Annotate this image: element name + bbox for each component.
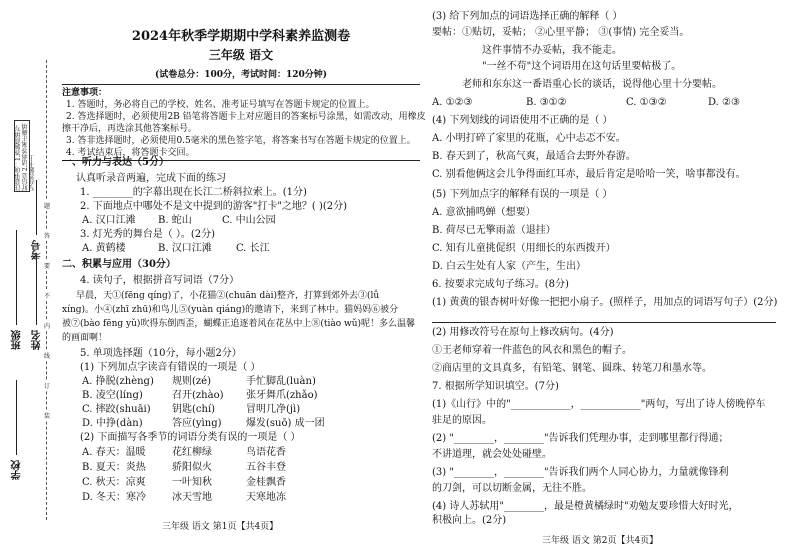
page-2-footer: 三年级 语文 第2页【共4页】 — [542, 536, 659, 546]
question-6-1: (1) 黄黄的银杏树叶好像一把把小扇子。(照样子，用加点的词语写句子）(2分) — [432, 297, 778, 308]
note-line: 1. 答题时，务必将自己的学校、姓名、准考证号填写在答题卡规定的位置上。 — [66, 100, 375, 110]
question-5-2: (2) 下面描写各季节的词语分类有误的一项是（ ） — [80, 432, 301, 443]
q5-3-option-a: A. ①②③ — [432, 97, 473, 108]
question-7-4a: (4) 诗人苏轼用"________，最是橙黄橘绿时"劝勉友要珍惜大好时光， — [432, 501, 739, 512]
page-2 — [432, 0, 784, 552]
note-line: 3. 答非选择题时，必须使用0.5毫米的黑色签字笔，将答案书写在答题卡规定的位置上。 — [66, 136, 416, 146]
question-7-4b: 积极向上。(2分) — [432, 515, 507, 526]
q5-2-c2: 一叶知秋 — [172, 477, 212, 488]
number-line — [36, 180, 37, 235]
seal-char: 内 — [44, 320, 50, 331]
question-6-2: (2) 用修改符号在原句上修改病句。(4分) — [432, 327, 614, 338]
question-3: 3. 灯光秀的舞台是（ ）。(2分) — [80, 229, 216, 240]
q5-2-c1: C. 秋天：凉爽 — [82, 477, 146, 488]
note-line: 擦干净后，再选涂其他答案标号。 — [62, 124, 198, 134]
exam-info: (试卷总分：100分，考试时间：120分钟) — [154, 70, 328, 80]
question-5: 5. 单项选择题（10分，每小题2分） — [80, 348, 242, 359]
seal-char: 订 — [44, 380, 50, 391]
binding-strip — [0, 0, 60, 552]
q5-2-a3: 鸟语花香 — [246, 447, 286, 458]
q5-1-c3: 冒明几净(jì) — [246, 404, 301, 415]
q5-1-c1: C. 摔跤(shuāi) — [82, 404, 151, 415]
name-label: 姓名 — [32, 330, 43, 350]
section-2-heading: 二、积累与应用（30分） — [62, 259, 176, 270]
q6-2-sentence-b: ②商店里的文具真多，有铅笔、钢笔、圆珠、转笔刀和墨水等。 — [432, 363, 712, 374]
question-7: 7. 根据所学知识填空。(7分) — [432, 381, 559, 392]
question-4: 4. 读句子，根据拼音写词语（7分） — [80, 275, 240, 286]
class-label: 班级 — [12, 330, 23, 350]
q5-2-b3: 五谷丰登 — [246, 462, 286, 473]
question-7-3b: 的刀剑，可以切断金属，无往不胜。 — [432, 483, 592, 494]
q3-option-b: B. 汉口江滩 — [158, 243, 212, 254]
q5-1-c2: 钥匙(chí) — [172, 404, 216, 415]
q5-2-d3: 天寒地冻 — [246, 492, 286, 503]
name-line — [36, 260, 37, 325]
q3-option-c: C. 长江 — [236, 243, 270, 254]
note-line: 4. 考试结束后，将答题卡交回。 — [66, 148, 195, 158]
notes-heading: 注意事项： — [62, 88, 108, 98]
q5-3-option-b: B. ③①② — [526, 97, 567, 108]
q4-line: 早晨，天①(fēng qíng)了，小花猫②(chuān dài)整齐，打算到郊外去③(lǚ — [76, 291, 380, 301]
q5-2-b1: B. 夏天：炎热 — [82, 462, 146, 473]
question-5-5: (5) 下列加点字的解释有误的一项是（ ） — [432, 189, 613, 200]
q5-2-d2: 冰天雪地 — [172, 492, 212, 503]
q2-option-c: C. 中山公园 — [222, 215, 276, 226]
q5-1-d2: 答应(yìng) — [172, 418, 222, 429]
q5-4-option-c: C. 别看他俩这会儿争得面红耳赤，最后肯定是哈哈一笑，啥事都没有。 — [432, 169, 746, 180]
q5-1-a1: A. 挣脱(zhèng) — [82, 376, 154, 387]
question-7-3a: (3) "________，________"告诉我们两个人同心协力，力量就像锋利 — [432, 467, 729, 478]
q5-4-option-a: A. 小明打碎了家里的花瓶，心中忐忑不安。 — [432, 133, 626, 144]
notice-box: 注意事项：1.答题前填写好信息 2.请将答案正确填写在答题卡上 — [14, 120, 30, 192]
seal-char: 线 — [44, 350, 50, 361]
question-7-1b: 驻足的原因。 — [432, 415, 492, 426]
q5-5-option-b: B. 荷尽已无擎雨盖（退挂） — [432, 225, 556, 236]
school-label: 学校 — [12, 460, 23, 480]
q5-5-option-c: C. 知有儿童挑促织（用细长的东西拨开） — [432, 243, 616, 254]
q5-2-c3: 金桂飘香 — [246, 477, 286, 488]
question-2: 2. 下面地点中哪处不是文中提到的游客"打卡"之地？( )(2分) — [80, 201, 348, 212]
q3-option-a: A. 黄鹤楼 — [82, 243, 126, 254]
seal-char: 不 — [44, 290, 50, 301]
question-5-1: (1) 下列加点字读音有错误的一项是（ ） — [80, 362, 261, 373]
seal-char: 答 — [44, 230, 50, 241]
q5-2-a2: 花红柳绿 — [172, 447, 212, 458]
q5-2-b2: 骄阳似火 — [172, 462, 212, 473]
q5-3-definitions: 要帖：①贴切，妥帖； ②心里平静； ③(事情) 完全妥当。 — [432, 27, 690, 38]
q5-3-option-c: C. ①③② — [626, 97, 667, 108]
q2-option-b: B. 蛇山 — [158, 215, 192, 226]
q5-1-d1: D. 中挣(dàn) — [82, 418, 143, 429]
q5-1-a3: 手忙脚乱(luàn) — [246, 376, 316, 387]
q5-5-option-a: A. 意欲捕鸣蝉（想要） — [432, 207, 536, 218]
note-line: 2. 答选择题时，必须使用2B 铅笔将答题卡上对应题目的答案标号涂黑，如需改动，用橡皮 — [66, 112, 426, 122]
q5-5-option-d: D. 白云生处有人家（产生，生出） — [432, 261, 587, 272]
header-rule — [62, 84, 420, 85]
q5-1-b2: 召开(zhào) — [172, 390, 224, 401]
question-1: 1. ________的字幕出现在长江二桥斜拉索上。(1分) — [80, 187, 307, 198]
q5-1-b1: B. 凌空(líng) — [82, 390, 143, 401]
page-1-footer: 三年级 语文 第1页【共4页】 — [162, 522, 279, 532]
question-7-1a: (1)《山行》中的"____________，____________"两句，写出了诗人傍晚停车 — [432, 399, 766, 410]
q5-3-option-d: D. ②③ — [708, 97, 740, 108]
question-5-3: (3) 给下列加点的词语选择正确的解释（ ） — [432, 11, 623, 22]
answer-line — [432, 322, 776, 323]
school-line — [16, 380, 17, 455]
seal-char: 装 — [44, 410, 50, 421]
q4-line: 被⑦(bào fēng yǔ)吹得东倒西歪，蝴蝶正追逐着风在花丛中上⑧(tiào wǔ)呢！多么温馨 — [62, 319, 416, 329]
page-1 — [62, 0, 426, 552]
q5-2-a1: A. 春天：温暖 — [82, 447, 146, 458]
q5-3-sentence-1: 这件事情不办妥帖，我不能走。 — [482, 45, 622, 56]
q6-2-sentence-a: ①王老师穿着一件蓝色的风衣和黑色的帽子。 — [432, 345, 632, 356]
number-label: 考号 — [32, 240, 43, 260]
q4-line: 的画面啊！ — [62, 333, 108, 343]
q2-option-a: A. 汉口江滩 — [82, 215, 136, 226]
q5-3-sentence-2: "一丝不苟"这个词语用在这句话里要帖极了。 — [482, 61, 682, 72]
section-1-heading: 一、听力与表达（5分） — [62, 157, 169, 168]
question-5-4: (4) 下列划线的词语使用不正确的是（ ） — [432, 115, 613, 126]
exam-subtitle: 三年级 语文 — [208, 48, 274, 62]
question-7-2b: 不讲道理，就会处处碰壁。 — [432, 449, 552, 460]
seal-char: 要 — [44, 260, 50, 271]
q5-4-option-b: B. 春天到了，秋高气爽，最适合去野外春游。 — [432, 151, 636, 162]
section-1-intro: 认真听录音两遍，完成下面的练习 — [76, 173, 226, 184]
question-6: 6. 按要求完成句子练习。(8分) — [432, 279, 569, 290]
q5-1-b3: 张牙舞爪(zhǎo) — [246, 390, 318, 401]
q5-1-d3: 爆发(suō) 成一团 — [246, 418, 325, 429]
question-7-2a: (2) "________，________"告诉我们凭理办事，走到哪里都行得通； — [432, 433, 729, 444]
q4-line: xíng)。小④(zhī zhū)和鸟儿⑤(yuàn qiáng)的邀请下，来到了林中。猫妈妈⑥被分 — [62, 305, 399, 315]
class-line — [16, 230, 17, 325]
q5-3-sentence-3: 老师和东东这一番语重心长的谈话，说得他心里十分要帖。 — [462, 79, 722, 90]
exam-title: 2024年秋季学期期中学科素养监测卷 — [131, 29, 351, 44]
q5-1-a2: 规则(zé) — [172, 376, 211, 387]
q5-2-d1: D. 冬天：寒冷 — [82, 492, 147, 503]
seal-char: 题 — [44, 200, 50, 211]
